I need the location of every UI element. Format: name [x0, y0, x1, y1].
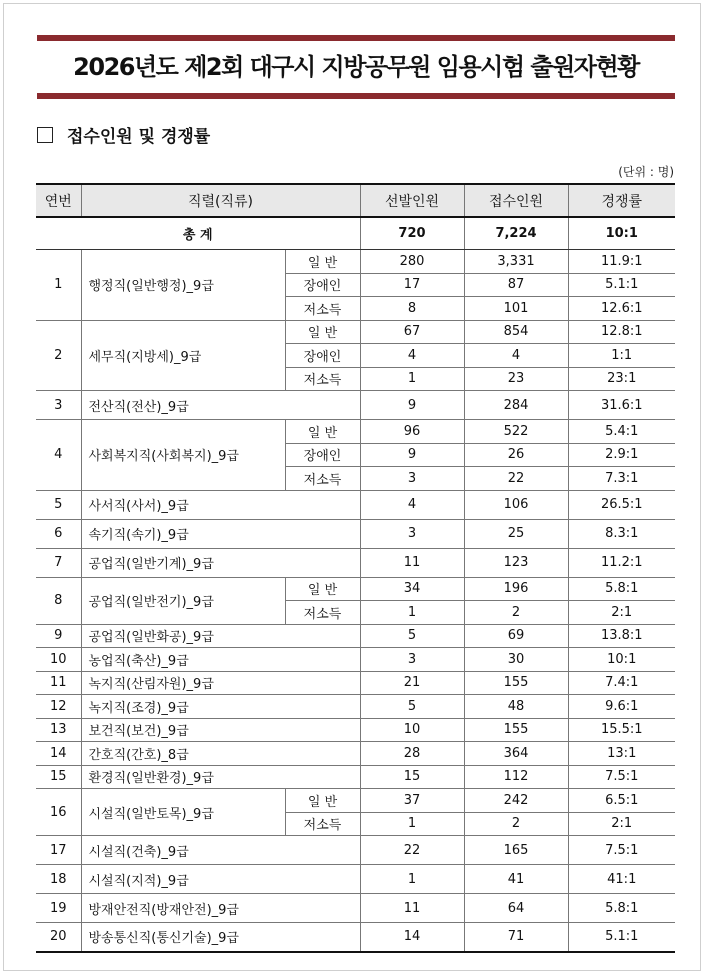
- competition-ratio: 15.5:1: [568, 718, 675, 742]
- title-top-rule: [37, 35, 675, 41]
- position-name: 시설직(건축)_9급: [81, 836, 360, 865]
- selected-count: 28: [360, 742, 464, 766]
- applied-count: 165: [464, 836, 568, 865]
- recruit-type: 저소득: [285, 812, 360, 836]
- recruit-type: 일 반: [285, 789, 360, 813]
- recruit-type: 장애인: [285, 344, 360, 368]
- selected-count: 8: [360, 297, 464, 321]
- applied-count: 123: [464, 548, 568, 577]
- checkbox-icon: [37, 127, 53, 143]
- selected-count: 5: [360, 695, 464, 719]
- selected-count: 9: [360, 391, 464, 420]
- recruit-type: 일 반: [285, 420, 360, 444]
- row-number: 18: [36, 865, 81, 894]
- table-row: [36, 923, 675, 952]
- competition-ratio: 7.4:1: [568, 671, 675, 695]
- selected-count: 37: [360, 789, 464, 813]
- total-selected: 720: [360, 217, 464, 250]
- applied-count: 41: [464, 865, 568, 894]
- recruit-type: 장애인: [285, 443, 360, 467]
- position-name: 녹지직(산림자원)_9급: [81, 671, 360, 695]
- competition-ratio: 5.1:1: [568, 273, 675, 297]
- competition-ratio: 13:1: [568, 742, 675, 766]
- selected-count: 14: [360, 923, 464, 952]
- row-number: 12: [36, 695, 81, 719]
- selected-count: 11: [360, 894, 464, 923]
- table-row: [36, 789, 675, 813]
- applied-count: 106: [464, 490, 568, 519]
- recruit-type: 저소득: [285, 601, 360, 625]
- table-row: [36, 648, 675, 672]
- applied-count: 22: [464, 467, 568, 491]
- position-name: 녹지직(조경)_9급: [81, 695, 360, 719]
- table-row: [36, 548, 675, 577]
- applied-count: 48: [464, 695, 568, 719]
- table-row: [36, 420, 675, 444]
- row-number: 8: [36, 577, 81, 624]
- table-row: [36, 836, 675, 865]
- row-number: 9: [36, 624, 81, 648]
- competition-ratio: 2:1: [568, 601, 675, 625]
- position-name: 시설직(지적)_9급: [81, 865, 360, 894]
- selected-count: 5: [360, 624, 464, 648]
- row-number: 2: [36, 320, 81, 391]
- position-name: 공업직(일반전기)_9급: [81, 577, 285, 624]
- competition-ratio: 11.9:1: [568, 250, 675, 274]
- row-number: 19: [36, 894, 81, 923]
- applied-count: 4: [464, 344, 568, 368]
- header-selected: 선발인원: [360, 184, 464, 217]
- table-header-row: [36, 184, 675, 217]
- selected-count: 4: [360, 490, 464, 519]
- row-number: 10: [36, 648, 81, 672]
- applied-count: 155: [464, 718, 568, 742]
- competition-ratio: 11.2:1: [568, 548, 675, 577]
- table-row: [36, 320, 675, 344]
- competition-ratio: 12.6:1: [568, 297, 675, 321]
- competition-ratio: 5.1:1: [568, 923, 675, 952]
- selected-count: 1: [360, 865, 464, 894]
- total-applied: 7,224: [464, 217, 568, 250]
- header-applied: 접수인원: [464, 184, 568, 217]
- row-number: 3: [36, 391, 81, 420]
- competition-ratio: 23:1: [568, 367, 675, 391]
- applied-count: 101: [464, 297, 568, 321]
- competition-ratio: 7.3:1: [568, 467, 675, 491]
- position-name: 환경직(일반환경)_9급: [81, 765, 360, 789]
- table-row: [36, 742, 675, 766]
- selected-count: 17: [360, 273, 464, 297]
- competition-ratio: 7.5:1: [568, 765, 675, 789]
- row-number: 20: [36, 923, 81, 952]
- position-name: 시설직(일반토목)_9급: [81, 789, 285, 836]
- table-row: [36, 671, 675, 695]
- applied-count: 242: [464, 789, 568, 813]
- position-name: 공업직(일반기계)_9급: [81, 548, 360, 577]
- competition-ratio: 31.6:1: [568, 391, 675, 420]
- recruit-type: 일 반: [285, 320, 360, 344]
- row-number: 16: [36, 789, 81, 836]
- selected-count: 96: [360, 420, 464, 444]
- competition-ratio: 9.6:1: [568, 695, 675, 719]
- row-number: 6: [36, 519, 81, 548]
- applied-count: 854: [464, 320, 568, 344]
- table-row: [36, 894, 675, 923]
- applied-count: 64: [464, 894, 568, 923]
- selected-count: 1: [360, 601, 464, 625]
- table-row: [36, 519, 675, 548]
- total-label: 총 계: [36, 217, 360, 250]
- table-row: [36, 490, 675, 519]
- selected-count: 11: [360, 548, 464, 577]
- total-row: [36, 217, 675, 250]
- selected-count: 21: [360, 671, 464, 695]
- position-name: 속기직(속기)_9급: [81, 519, 360, 548]
- competition-ratio: 26.5:1: [568, 490, 675, 519]
- position-name: 방재안전직(방재안전)_9급: [81, 894, 360, 923]
- section-heading: [37, 124, 210, 150]
- applied-count: 2: [464, 812, 568, 836]
- applicants-table: [36, 183, 675, 953]
- recruit-type: 일 반: [285, 577, 360, 601]
- competition-ratio: 13.8:1: [568, 624, 675, 648]
- selected-count: 9: [360, 443, 464, 467]
- table-row: [36, 718, 675, 742]
- competition-ratio: 12.8:1: [568, 320, 675, 344]
- applied-count: 364: [464, 742, 568, 766]
- table-row: [36, 391, 675, 420]
- row-number: 1: [36, 250, 81, 321]
- applied-count: 23: [464, 367, 568, 391]
- recruit-type: 저소득: [285, 467, 360, 491]
- applied-count: 87: [464, 273, 568, 297]
- table-row: [36, 865, 675, 894]
- position-name: 사회복지직(사회복지)_9급: [81, 420, 285, 491]
- recruit-type: 저소득: [285, 297, 360, 321]
- row-number: 14: [36, 742, 81, 766]
- table-row: [36, 624, 675, 648]
- selected-count: 22: [360, 836, 464, 865]
- competition-ratio: 5.8:1: [568, 577, 675, 601]
- header-position: 직렬(직류): [81, 184, 360, 217]
- applied-count: 26: [464, 443, 568, 467]
- competition-ratio: 8.3:1: [568, 519, 675, 548]
- row-number: 5: [36, 490, 81, 519]
- table-row: [36, 695, 675, 719]
- row-number: 13: [36, 718, 81, 742]
- unit-note: (단위 : 명): [618, 165, 674, 179]
- competition-ratio: 5.4:1: [568, 420, 675, 444]
- competition-ratio: 7.5:1: [568, 836, 675, 865]
- position-name: 사서직(사서)_9급: [81, 490, 360, 519]
- applied-count: 284: [464, 391, 568, 420]
- applied-count: 71: [464, 923, 568, 952]
- position-name: 전산직(전산)_9급: [81, 391, 360, 420]
- position-name: 세무직(지방세)_9급: [81, 320, 285, 391]
- applied-count: 196: [464, 577, 568, 601]
- applied-count: 3,331: [464, 250, 568, 274]
- table-row: [36, 250, 675, 274]
- row-number: 4: [36, 420, 81, 491]
- position-name: 방송통신직(통신기술)_9급: [81, 923, 360, 952]
- applied-count: 522: [464, 420, 568, 444]
- competition-ratio: 5.8:1: [568, 894, 675, 923]
- header-ratio: 경쟁률: [568, 184, 675, 217]
- competition-ratio: 2:1: [568, 812, 675, 836]
- selected-count: 3: [360, 648, 464, 672]
- selected-count: 67: [360, 320, 464, 344]
- position-name: 공업직(일반화공)_9급: [81, 624, 360, 648]
- total-ratio: 10:1: [568, 217, 675, 250]
- recruit-type: 일 반: [285, 250, 360, 274]
- table-row: [36, 765, 675, 789]
- document-title: 2026년도 제2회 대구시 지방공무원 임용시험 출원자현황: [73, 53, 639, 81]
- selected-count: 15: [360, 765, 464, 789]
- recruit-type: 장애인: [285, 273, 360, 297]
- row-number: 17: [36, 836, 81, 865]
- row-number: 7: [36, 548, 81, 577]
- row-number: 15: [36, 765, 81, 789]
- applied-count: 30: [464, 648, 568, 672]
- selected-count: 1: [360, 367, 464, 391]
- selected-count: 1: [360, 812, 464, 836]
- applied-count: 2: [464, 601, 568, 625]
- applied-count: 112: [464, 765, 568, 789]
- selected-count: 10: [360, 718, 464, 742]
- competition-ratio: 1:1: [568, 344, 675, 368]
- recruit-type: 저소득: [285, 367, 360, 391]
- applied-count: 69: [464, 624, 568, 648]
- table-row: [36, 577, 675, 601]
- position-name: 행정직(일반행정)_9급: [81, 250, 285, 321]
- competition-ratio: 2.9:1: [568, 443, 675, 467]
- position-name: 농업직(축산)_9급: [81, 648, 360, 672]
- selected-count: 34: [360, 577, 464, 601]
- selected-count: 4: [360, 344, 464, 368]
- applied-count: 25: [464, 519, 568, 548]
- section-title: 접수인원 및 경쟁률: [67, 127, 211, 147]
- selected-count: 3: [360, 467, 464, 491]
- competition-ratio: 10:1: [568, 648, 675, 672]
- applied-count: 155: [464, 671, 568, 695]
- title-bottom-rule: [37, 93, 675, 99]
- row-number: 11: [36, 671, 81, 695]
- position-name: 간호직(간호)_8급: [81, 742, 360, 766]
- header-no: 연번: [36, 184, 81, 217]
- position-name: 보건직(보건)_9급: [81, 718, 360, 742]
- selected-count: 3: [360, 519, 464, 548]
- competition-ratio: 41:1: [568, 865, 675, 894]
- selected-count: 280: [360, 250, 464, 274]
- competition-ratio: 6.5:1: [568, 789, 675, 813]
